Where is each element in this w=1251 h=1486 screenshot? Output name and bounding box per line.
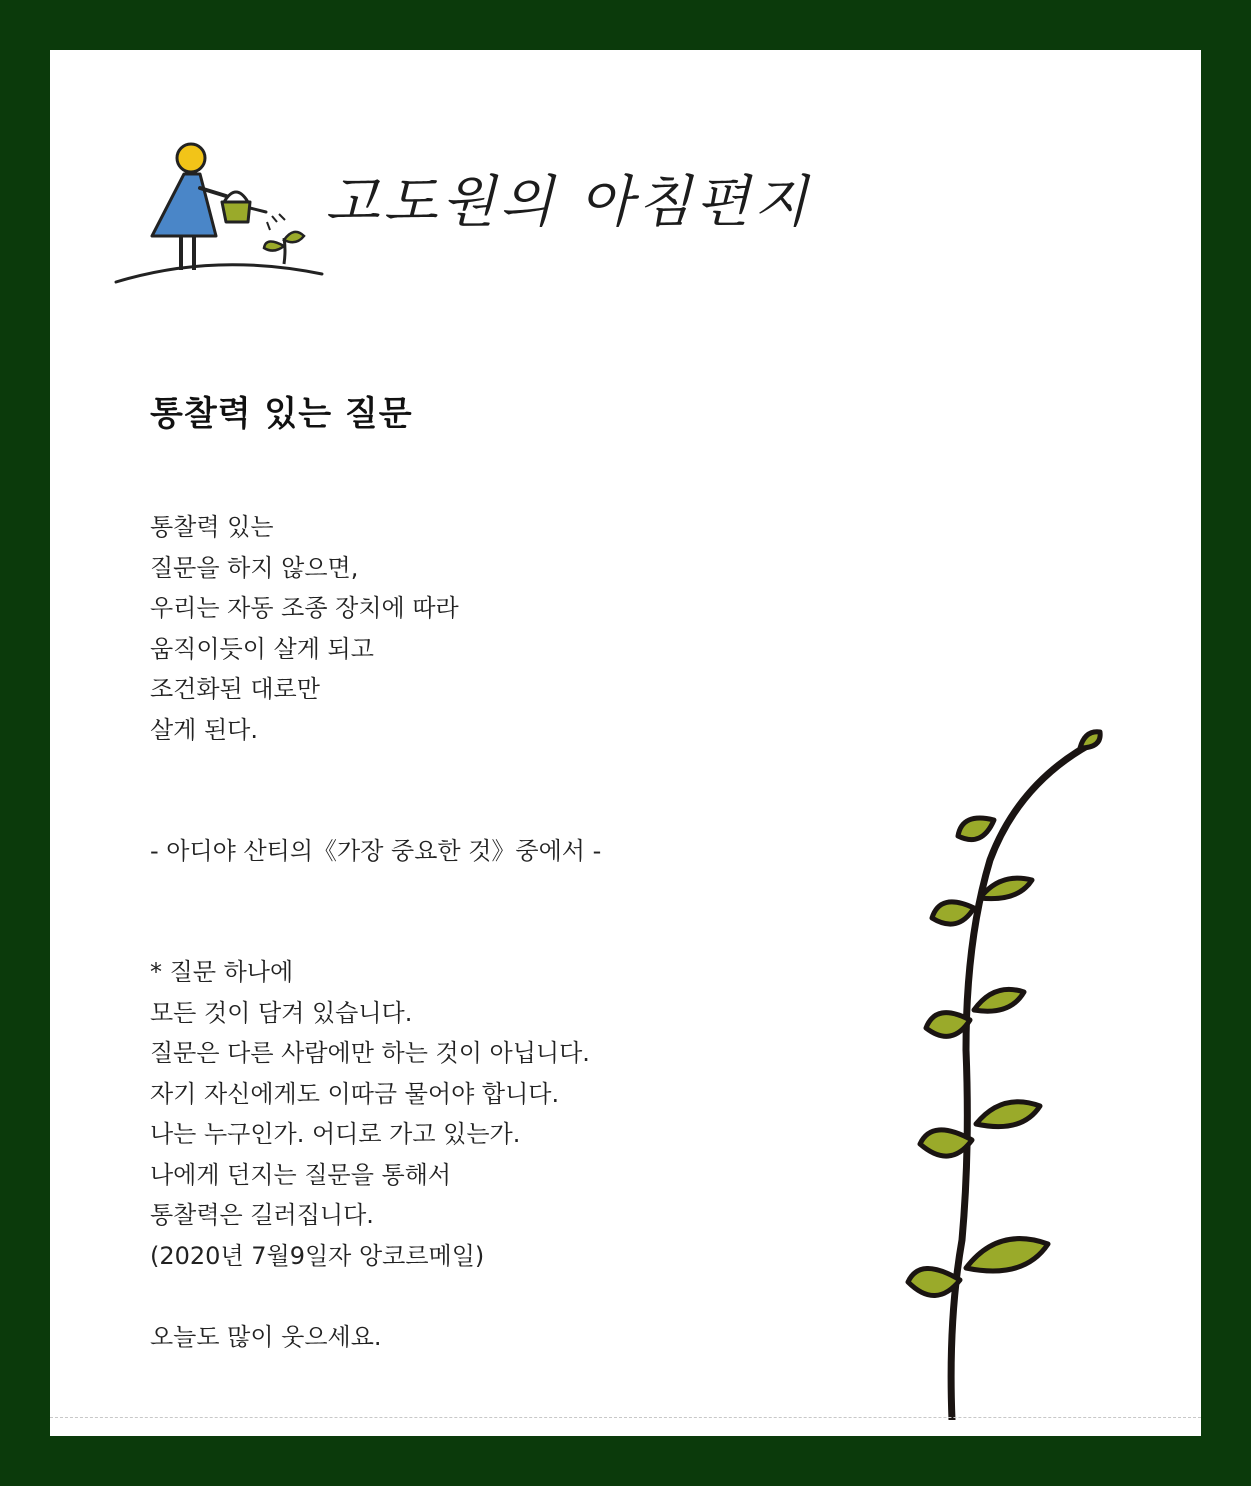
- poem-line: 움직이듯이 살게 되고: [150, 634, 374, 663]
- logo-title: 고도원의 아침편지: [325, 170, 812, 235]
- comment-line: (2020년 7월9일자 앙코르메일): [150, 1241, 485, 1270]
- poem-body: [150, 507, 459, 750]
- comment-line: 모든 것이 담겨 있습니다.: [150, 998, 413, 1027]
- closing-greeting: 오늘도 많이 웃으세요.: [150, 1323, 382, 1351]
- poem-line: 살게 된다.: [150, 715, 258, 744]
- source-citation: - 아디야 산티의《가장 중요한 것》중에서 -: [150, 837, 602, 865]
- comment-line: 나에게 던지는 질문을 통해서: [150, 1160, 452, 1189]
- comment-line: 질문은 다른 사람에만 하는 것이 아닙니다.: [150, 1039, 590, 1067]
- letter-page: [50, 50, 1201, 1436]
- comment-line: * 질문 하나에: [150, 958, 294, 986]
- comment-line: 나는 누구인가. 어디로 가고 있는가.: [150, 1120, 521, 1148]
- poem-line: 통찰력 있는: [150, 513, 274, 541]
- poem-line: 질문을 하지 않으면,: [150, 553, 359, 582]
- comment-line: 통찰력은 길러집니다.: [150, 1201, 374, 1229]
- divider: [50, 1417, 1201, 1418]
- poem-line: 조건화된 대로만: [150, 675, 320, 703]
- poem-line: 우리는 자동 조종 장치에 따라: [150, 594, 459, 622]
- comment-line: 자기 자신에게도 이따금 물어야 합니다.: [150, 1079, 560, 1108]
- vine-decoration-icon: [870, 720, 1110, 1420]
- gardener-logo-icon: [114, 140, 334, 340]
- comment-body: [150, 952, 590, 1276]
- article-title: 통찰력 있는 질문: [150, 394, 413, 434]
